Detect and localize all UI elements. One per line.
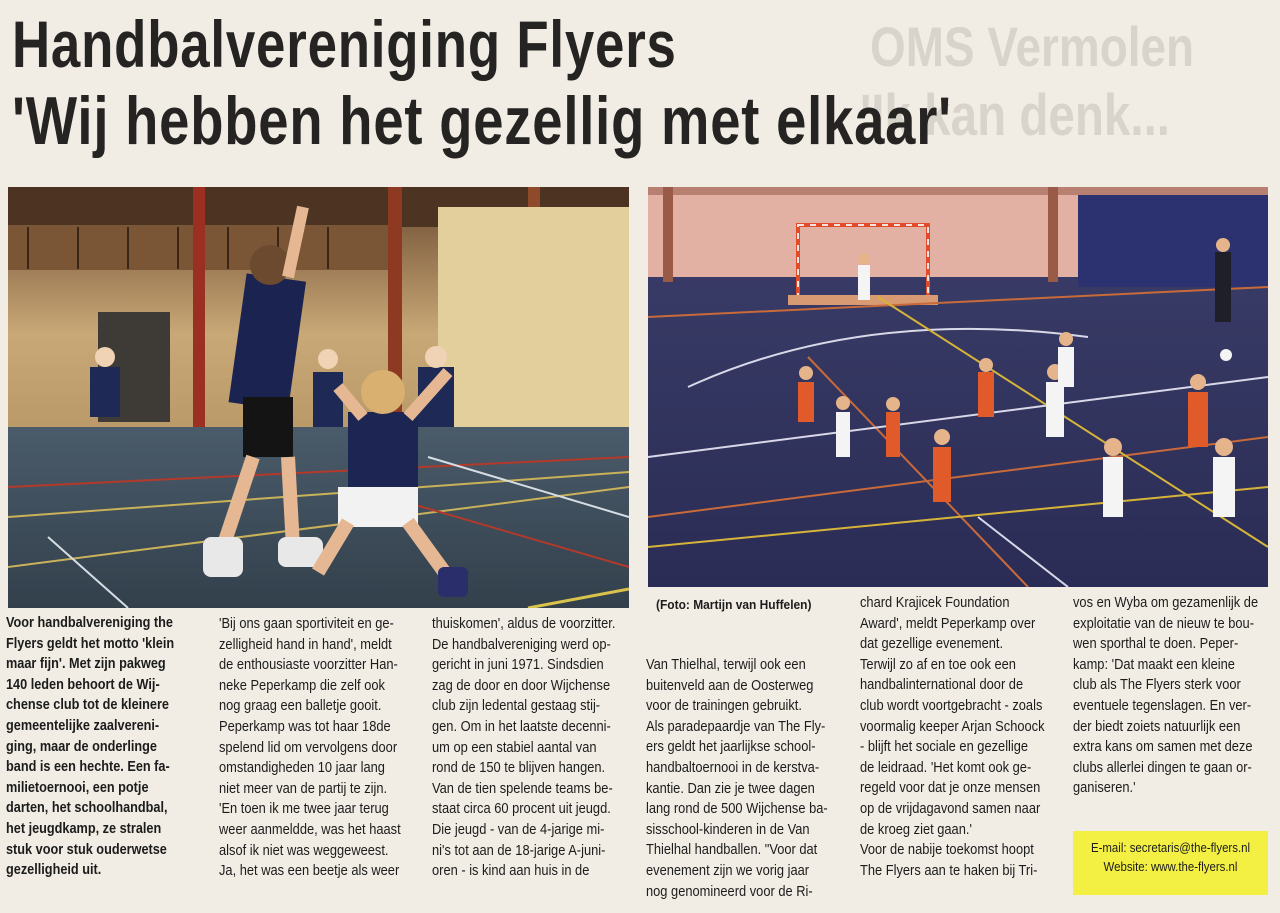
text-line: Die jeugd - van de 4-jarige mi- <box>432 821 605 838</box>
article-column-4 <box>646 655 828 902</box>
text-line: vos en Wyba om gezamenlijk de <box>1073 595 1259 611</box>
text-line: eventuele tegenslagen. En ver- <box>1073 697 1252 714</box>
text-line: der biedt zoiets natuurlijk een <box>1073 718 1241 735</box>
text-line: de enthousiaste voorzitter Han- <box>219 657 398 674</box>
ghost-headline-line2: 'Ik kan denk... <box>860 83 1171 148</box>
text-line: oren - is kind aan huis in de <box>432 863 590 880</box>
headline-quote: 'Wij hebben het gezellig met elkaar' <box>12 83 952 159</box>
text-line: thuiskomen', aldus de voorzitter. <box>432 616 616 632</box>
text-line: neke Peperkamp die zelf ook <box>219 677 385 694</box>
text-line: ging, maar de onderlinge <box>6 738 157 755</box>
text-line: De handbalvereniging werd op- <box>432 636 611 653</box>
text-line: um op een stabiel aantal van <box>432 739 597 756</box>
text-line: rond de 150 te blijven hangen. <box>432 760 606 777</box>
text-line: voor de trainingen gebruikt. <box>646 698 802 715</box>
text-line: op de vrijdagavond samen naar <box>860 800 1041 817</box>
text-line: chard Krajicek Foundation <box>860 595 1010 611</box>
text-line: alsof ik niet was weggeweest. <box>219 842 389 859</box>
text-line: handbalinternational door de <box>860 677 1024 694</box>
text-line: kamp: 'Dat maakt een kleine <box>1073 656 1235 673</box>
text-line: nog genomineerd voor de Ri- <box>646 883 813 900</box>
text-line: niet meer van de partij te zijn. <box>219 780 388 797</box>
text-line: Voor handbalvereniging the <box>6 615 173 631</box>
ghost-headline-line1: OMS Vermolen <box>870 15 1195 78</box>
text-line: stuk voor stuk ouderwetse <box>6 841 167 858</box>
text-line: - blijft het sociale en gezellige <box>860 739 1029 756</box>
text-line: Van de tien spelende teams be- <box>432 780 613 797</box>
text-line: staat circa 60 procent uit jeugd. <box>432 801 611 818</box>
text-line: Van Thielhal, terwijl ook een <box>646 657 806 673</box>
text-line: club wordt voortgebracht - zoals <box>860 697 1043 714</box>
text-line: weer aanmeldde, was het haast <box>219 821 401 838</box>
text-line: clubs allerlei dingen te gaan or- <box>1073 759 1252 776</box>
text-line: band is een hechte. Een fa- <box>6 759 170 776</box>
article-column-6 <box>1073 593 1258 799</box>
text-line: ers geldt het jaarlijkse school- <box>646 739 816 756</box>
text-line: darten, het schoolhandbal, <box>6 800 168 817</box>
text-line: 'Bij ons gaan sportiviteit en ge- <box>219 616 394 632</box>
text-line: exploitatie van de nieuw te bou- <box>1073 615 1254 632</box>
text-line: zelligheid hand in hand', meldt <box>219 636 392 653</box>
text-line: Thielhal handballen. "Voor dat <box>646 842 818 859</box>
text-line: gericht in juni 1971. Sindsdien <box>432 657 604 674</box>
text-line: gen. Om in het laatste decenni- <box>432 718 611 735</box>
text-line: het jeugdkamp, ze stralen <box>6 820 162 837</box>
text-line: extra kans om samen met deze <box>1073 739 1253 756</box>
text-line: maar fijn'. Met zijn pakweg <box>6 656 166 673</box>
text-line: wen sporthal te doen. Peper- <box>1073 636 1239 653</box>
text-line: club als The Flyers sterk voor <box>1073 677 1241 694</box>
text-line: de leidraad. 'Het komt ook ge- <box>860 759 1032 776</box>
contact-email[interactable]: E-mail: secretaris@the-flyers.nl <box>1090 840 1251 855</box>
text-line: The Flyers aan te haken bij Tri- <box>860 862 1038 879</box>
headline-title: Handbalvereniging Flyers <box>12 7 677 81</box>
text-line: Peperkamp was tot haar 18de <box>219 718 391 735</box>
text-line: zag de door en door Wijchense <box>432 677 611 694</box>
text-line: 140 leden behoort de Wij- <box>6 676 160 693</box>
sports-hall-photo <box>648 187 1268 587</box>
article-column-3 <box>432 614 615 882</box>
text-line: Ja, het was een beetje als weer <box>219 863 400 880</box>
text-line: nog graag een balletje gooit. <box>219 698 382 715</box>
text-line: gemeentelijke zaalvereni- <box>6 717 160 734</box>
handball-match-photo <box>8 187 629 608</box>
text-line: Terwijl zo af en toe ook een <box>860 656 1016 673</box>
text-line: Voor de nabije toekomst hoopt <box>860 842 1034 859</box>
text-line: spelend lid om vervolgens door <box>219 739 398 756</box>
article-column-2 <box>219 614 401 882</box>
text-line: Als paradepaardje van The Fly- <box>646 718 826 735</box>
text-line: voormalig keeper Arjan Schoock <box>860 718 1045 735</box>
text-line: lang rond de 500 Wijchense ba- <box>646 801 828 818</box>
contact-website[interactable]: Website: www.the-flyers.nl <box>1103 859 1238 874</box>
text-line: dat gezellige evenement. <box>860 636 1004 653</box>
text-line: kantie. Dan zie je twee dagen <box>646 780 815 797</box>
text-line: 'En toen ik me twee jaar terug <box>219 801 389 818</box>
text-line: Award', meldt Peperkamp over <box>860 615 1036 632</box>
text-line: sisschool-kinderen in de Van <box>646 821 810 838</box>
text-line: de kroeg ziet gaan.' <box>860 821 972 838</box>
article-column-5 <box>860 593 1045 881</box>
text-line: chense club tot de kleinere <box>6 697 170 714</box>
contact-box <box>1073 831 1268 895</box>
text-line: ganiseren.' <box>1073 780 1136 797</box>
text-line: milietoernooi, een potje <box>6 779 149 796</box>
text-line: buitenveld aan de Oosterweg <box>646 677 814 694</box>
text-line: handbaltoernooi in de kerstva- <box>646 759 820 776</box>
text-line: omstandigheden 10 jaar lang <box>219 760 385 777</box>
text-line: gezelligheid uit. <box>6 862 102 879</box>
text-line: ni's tot aan de 18-jarige A-juni- <box>432 842 606 859</box>
text-line: regeld voor dat je onze mensen <box>860 780 1041 797</box>
text-line: club zijn ledental gestaag stij- <box>432 698 601 715</box>
text-line: Flyers geldt het motto 'klein <box>6 635 175 652</box>
photo-caption: (Foto: Martijn van Huffelen) <box>656 597 812 612</box>
article-intro-column <box>6 613 174 881</box>
text-line: evenement zijn we vorig jaar <box>646 862 810 879</box>
